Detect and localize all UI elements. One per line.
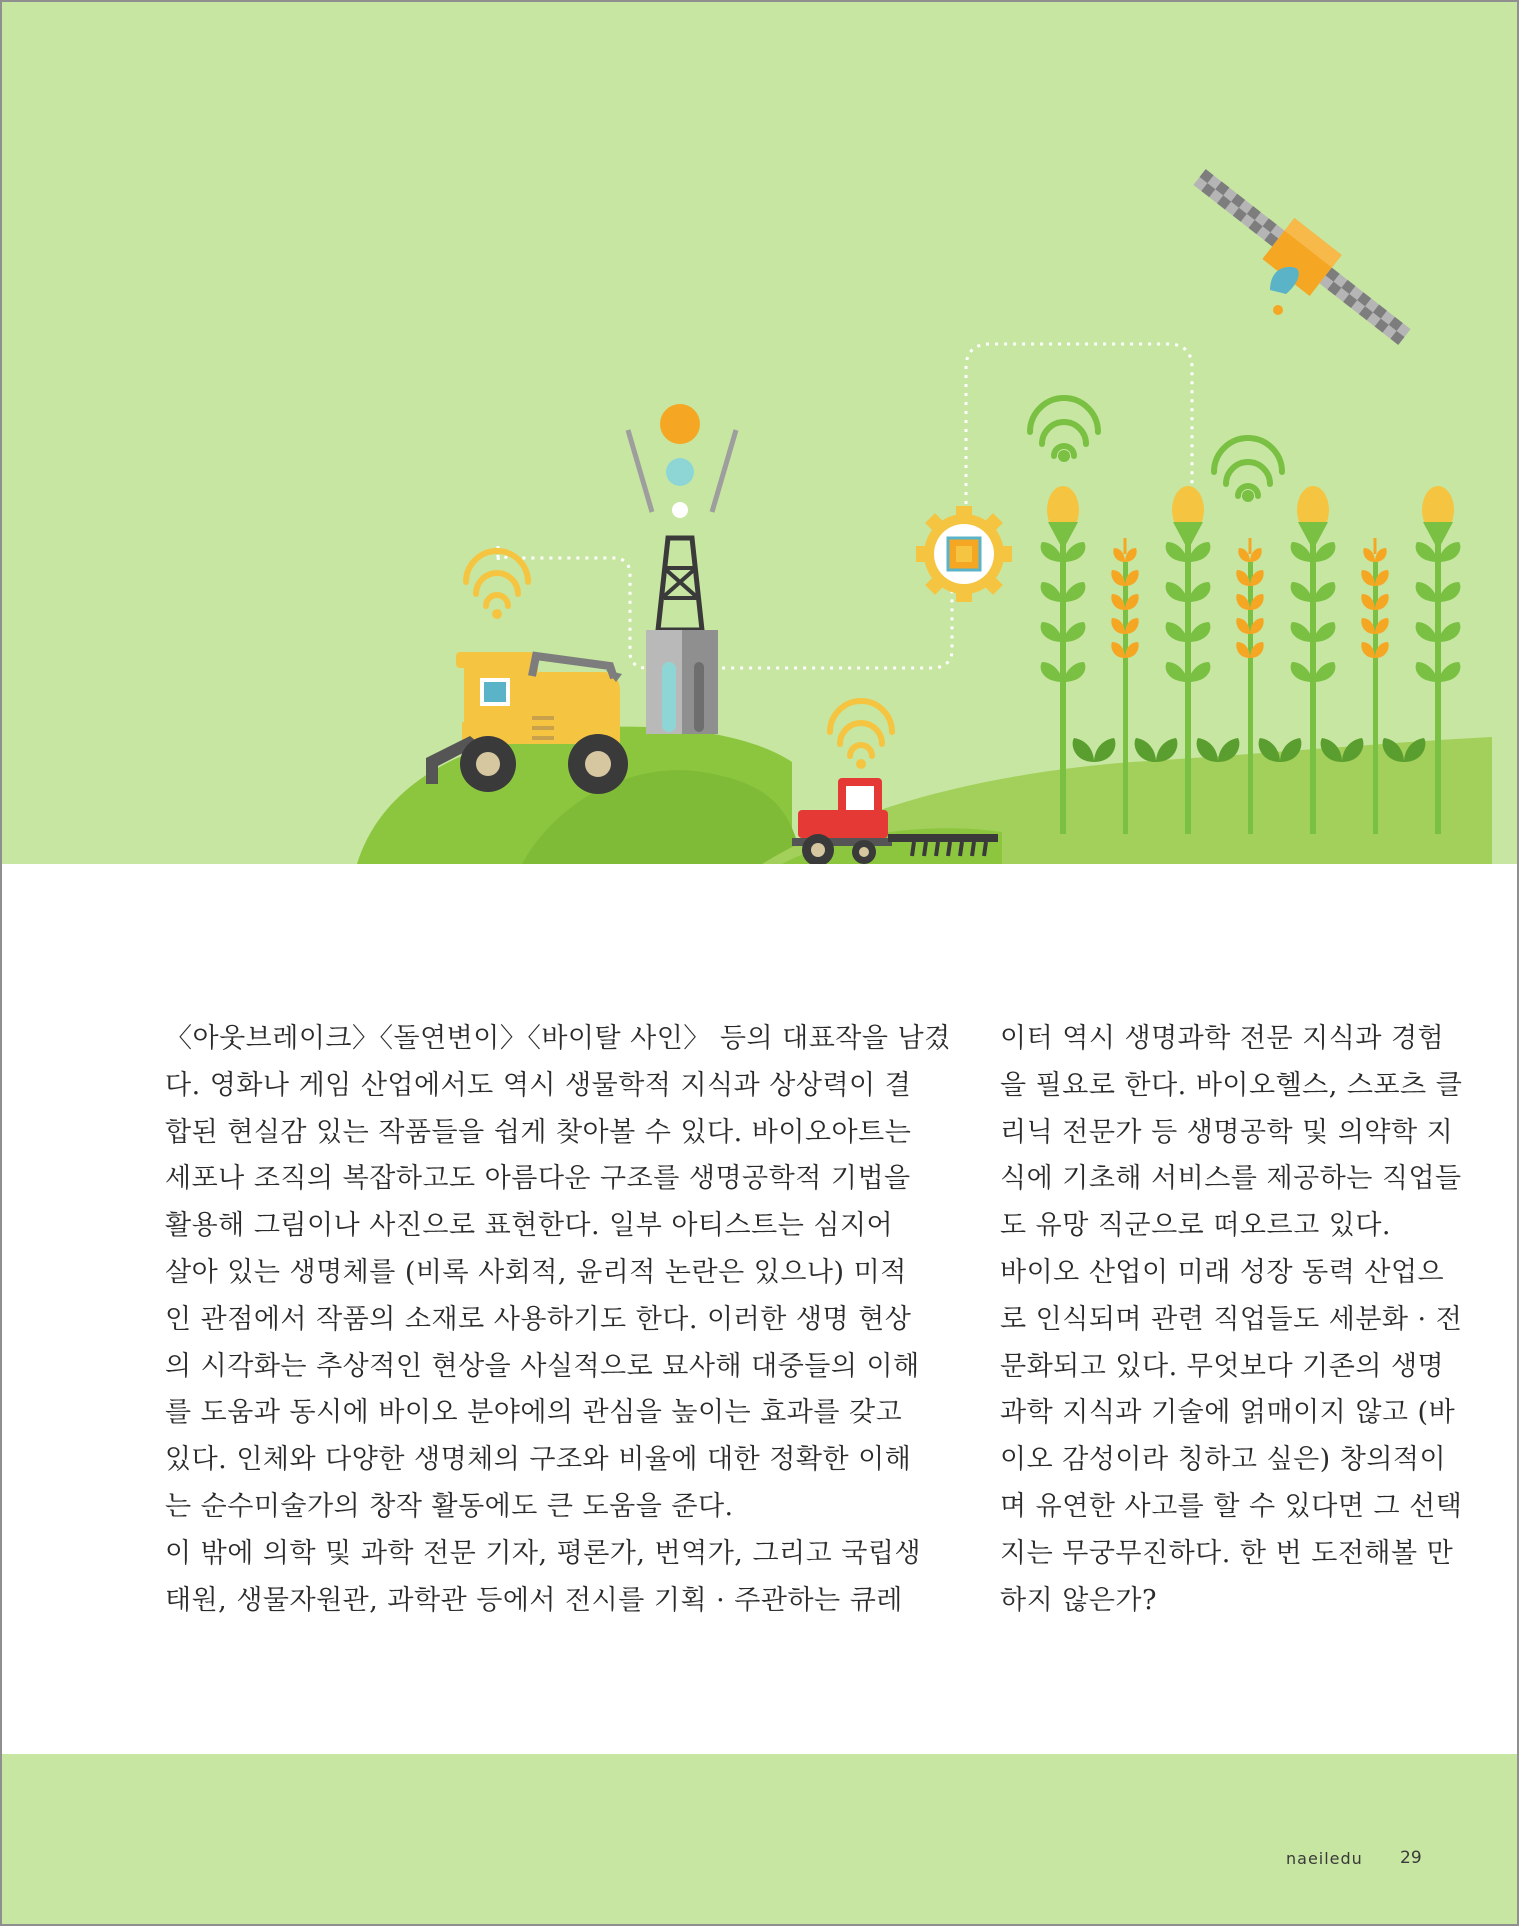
paragraph-line: 를 도움과 동시에 바이오 분야에의 관심을 높이는 효과를 갖고 [165, 1397, 903, 1429]
wifi-signal-icon [1030, 398, 1098, 462]
paragraph-line: 세포나 조직의 복잡하고도 아름다운 구조를 생명공학적 기법을 [165, 1163, 911, 1195]
dotted-link-1 [498, 546, 952, 668]
paragraph-line: 로 인식되며 관련 직업들도 세분화 · 전 [1000, 1303, 1463, 1335]
paragraph-line: 을 필요로 한다. 바이오헬스, 스포츠 클 [1000, 1069, 1463, 1101]
footer-brand: naeiledu [1286, 1849, 1363, 1868]
article-left-column [165, 1016, 951, 1624]
paragraph-line: 합된 현실감 있는 작품들을 쉽게 찾아볼 수 있다. 바이오아트는 [165, 1116, 912, 1148]
paragraph-line: 이 밖에 의학 및 과학 전문 기자, 평론가, 번역가, 그리고 국립생 [165, 1537, 922, 1569]
satellite-dish [1270, 267, 1299, 294]
paragraph-line: 리닉 전문가 등 생명공학 및 의약학 지 [1000, 1116, 1454, 1148]
paragraph-line: 이터 역시 생명과학 전문 지식과 경험 [1000, 1023, 1445, 1054]
paragraph-line: 의 시각화는 추상적인 현상을 사실적으로 묘사해 대중들의 이해 [165, 1350, 920, 1382]
dotted-link-2 [966, 344, 1192, 522]
paragraph-line: 하지 않은가? [1000, 1584, 1157, 1616]
satellite-dish-tip [1273, 305, 1283, 315]
paragraph-line: 식에 기초해 서비스를 제공하는 직업들 [1000, 1163, 1462, 1195]
page-number: 29 [1400, 1848, 1422, 1868]
paragraph-line: 다. 영화나 게임 산업에서도 역시 생물학적 지식과 상상력이 결 [165, 1069, 912, 1101]
signal-dot-teal [666, 458, 694, 486]
paragraph-line: 〈아웃브레이크〉〈돌연변이〉〈바이탈 사인〉 등의 대표작을 남겼 [165, 1023, 951, 1054]
paragraph-line: 문화되고 있다. 무엇보다 기존의 생명 [1000, 1350, 1445, 1382]
paragraph-line: 는 순수미술가의 창작 활동에도 큰 도움을 준다. [165, 1490, 734, 1522]
oil-derrick-tower-icon [646, 538, 718, 734]
paragraph-line: 지는 무궁무진하다. 한 번 도전해볼 만 [1000, 1537, 1454, 1569]
paragraph-line: 인 관점에서 작품의 소재로 사용하기도 한다. 이러한 생명 현상 [165, 1303, 912, 1335]
wifi-signal-icon [466, 551, 528, 619]
beam-right [712, 430, 736, 512]
page-footer-band [2, 1754, 1517, 1924]
paragraph-line: 태원, 생물자원관, 과학관 등에서 전시를 기획 · 주관하는 큐레 [165, 1584, 903, 1616]
satellite-icon [1184, 156, 1421, 357]
paragraph-line: 이오 감성이라 칭하고 싶은) 창의적이 [1000, 1444, 1447, 1476]
paragraph-line: 활용해 그림이나 사진으로 표현한다. 일부 아티스트는 심지어 [165, 1210, 894, 1242]
signal-dot-white [672, 502, 688, 518]
article-right-column [1000, 1016, 1463, 1624]
paragraph-line: 도 유망 직군으로 떠오르고 있다. [1000, 1210, 1391, 1242]
paragraph-line: 있다. 인체와 다양한 생명체의 구조와 비율에 대한 정확한 이해 [165, 1444, 912, 1476]
smart-farm-illustration [2, 2, 1517, 864]
signal-dot-orange [660, 404, 700, 444]
wifi-signal-icon [830, 701, 892, 769]
illustration-svg [2, 2, 1517, 864]
wifi-signal-icon [1214, 438, 1282, 502]
beam-left [628, 430, 652, 512]
paragraph-line: 과학 지식과 기술에 얽매이지 않고 (바 [1000, 1397, 1456, 1429]
paragraph-line: 바이오 산업이 미래 성장 동력 산업으 [1000, 1256, 1445, 1288]
paragraph-line: 살아 있는 생명체를 (비록 사회적, 윤리적 논란은 있으나) 미적 [165, 1256, 907, 1288]
paragraph-line: 며 유연한 사고를 할 수 있다면 그 선택 [1000, 1490, 1463, 1522]
gear-chip-icon [916, 506, 1012, 602]
